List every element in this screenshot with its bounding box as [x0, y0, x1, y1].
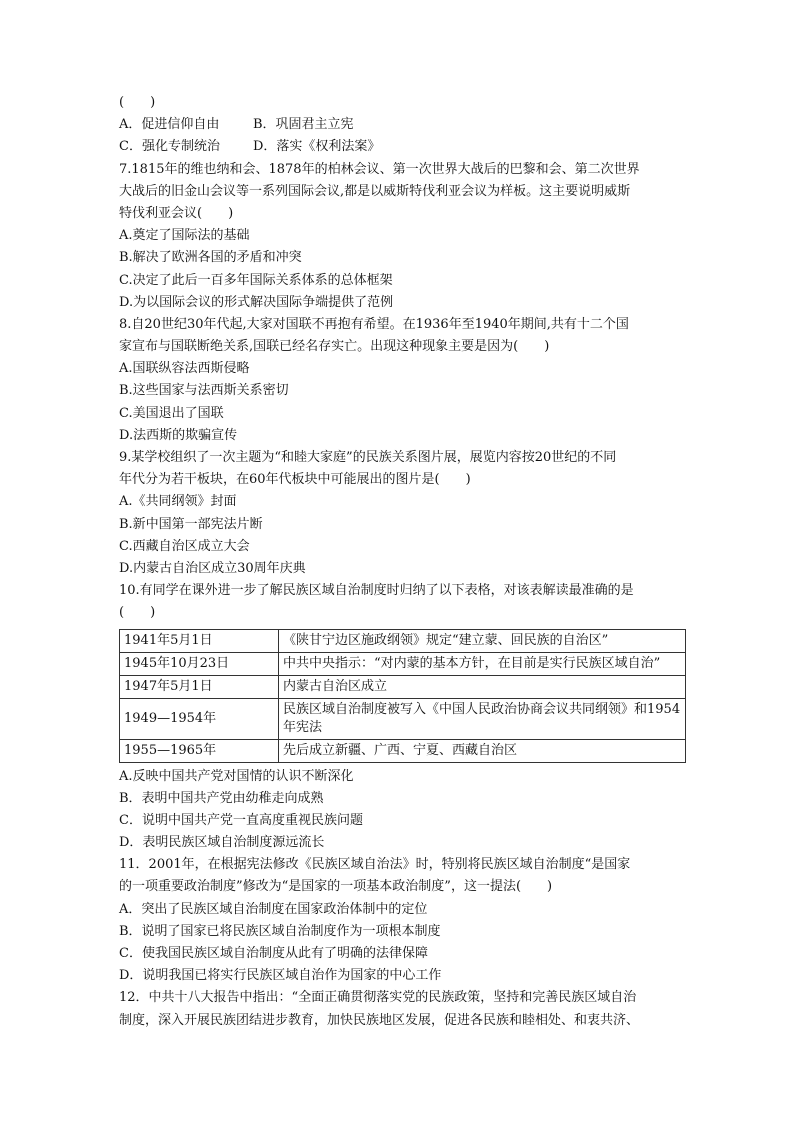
q6-option-d[interactable]: D．落实《权利法案》 — [253, 139, 381, 155]
q6-option-b[interactable]: B．巩固君主立宪 — [253, 117, 354, 133]
table-cell-date: 1955—1965年 — [120, 739, 279, 762]
q9-option-c[interactable]: C.西藏自治区成立大会 — [119, 538, 250, 554]
table-row — [120, 698, 686, 739]
q10-option-d[interactable]: D．表明民族区域自治制度源远流长 — [119, 835, 325, 851]
q10-option-c[interactable]: C．说明中国共产党一直高度重视民族问题 — [119, 812, 363, 828]
q7-stem-line-1: 7.1815年的维也纳和会、1878年的柏林会议、第一次世界大战后的巴黎和会、第二次世界 — [119, 161, 640, 177]
table-cell-date: 1947年5月1日 — [120, 675, 279, 698]
table-cell-date: 1941年5月1日 — [120, 629, 279, 652]
table-cell-event: 民族区域自治制度被写入《中国人民政治协商会议共同纲领》和1954年宪法 — [279, 698, 686, 739]
q6-options-row-1 — [119, 114, 689, 136]
q7-stem-line-2: 大战后的旧金山会议等一系列国际会议,都是以威斯特伐利亚会议为样板。这主要说明威斯 — [119, 183, 631, 199]
q10-stem-line-1: 10.有同学在课外进一步了解民族区域自治制度时归纳了以下表格，对该表解读最准确的是 — [119, 583, 634, 599]
q7-option-d[interactable]: D.为以国际会议的形式解决国际争端提供了范例 — [119, 294, 394, 310]
table-row — [120, 652, 686, 675]
q7-option-c[interactable]: C.决定了此后一百多年国际关系体系的总体框架 — [119, 272, 393, 288]
q10-stem-line-2: ( ) — [119, 605, 156, 621]
q10-timeline-table — [119, 629, 686, 763]
q10-option-a[interactable]: A.反映中国共产党对国情的认识不断深化 — [119, 768, 354, 784]
table-cell-event: 先后成立新疆、广西、宁夏、西藏自治区 — [279, 739, 686, 762]
q8-option-d[interactable]: D.法西斯的欺骗宣传 — [119, 427, 238, 443]
q9-option-b[interactable]: B.新中国第一部宪法片断 — [119, 516, 263, 532]
q6-options-row-2 — [119, 136, 689, 158]
q8-option-c[interactable]: C.美国退出了国联 — [119, 405, 224, 421]
q11-option-d[interactable]: D．说明我国已将实行民族区域自治作为国家的中心工作 — [119, 968, 442, 984]
table-cell-date: 1945年10月23日 — [120, 652, 279, 675]
table-cell-event: 内蒙古自治区成立 — [279, 675, 686, 698]
q9-option-a[interactable]: A.《共同纲领》封面 — [119, 494, 237, 510]
q11-stem-line-2: 的一项重要政治制度”修改为“是国家的一项基本政治制度”，这一提法( ) — [119, 879, 553, 895]
q8-option-b[interactable]: B.这些国家与法西斯关系密切 — [119, 383, 289, 399]
q9-stem-line-1: 9.某学校组织了一次主题为“和睦大家庭”的民族关系图片展，展览内容按20世纪的不同 — [119, 450, 617, 465]
q10-option-b[interactable]: B．表明中国共产党由幼稚走向成熟 — [119, 790, 324, 806]
q11-option-a[interactable]: A．突出了民族区域自治制度在国家政治体制中的定位 — [119, 901, 428, 917]
q12-stem-line-2: 制度，深入开展民族团结进步教育，加快民族地区发展，促进各民族和睦相处、和衷共济、 — [119, 1012, 640, 1028]
q7-stem-line-3: 特伐利亚会议( ) — [119, 205, 234, 221]
q9-option-d[interactable]: D.内蒙古自治区成立30周年庆典 — [119, 560, 306, 576]
q12-stem-line-1: 12．中共十八大报告中指出：“全面正确贯彻落实党的民族政策，坚持和完善民族区域自治 — [119, 990, 637, 1006]
table-cell-event: 《陕甘宁边区施政纲领》规定“建立蒙、回民族的自治区” — [279, 629, 686, 652]
q6-option-c[interactable]: C．强化专制统治 — [119, 139, 220, 155]
table-row — [120, 629, 686, 652]
table-row — [120, 739, 686, 762]
table-cell-event: 中共中央指示：“对内蒙的基本方针，在目前是实行民族区域自治” — [279, 652, 686, 675]
q8-stem-line-1: 8.自20世纪30年代起,大家对国联不再抱有希望。在1936年至1940年期间,共有十二个国 — [119, 316, 629, 332]
q6-answer-paren: ( ) — [119, 95, 156, 110]
table-cell-date: 1949—1954年 — [120, 698, 279, 739]
q7-option-b[interactable]: B.解决了欧洲各国的矛盾和冲突 — [119, 250, 302, 266]
q9-stem-line-2: 年代分为若干板块，在60年代板块中可能展出的图片是( ) — [119, 472, 471, 488]
q11-option-c[interactable]: C．使我国民族区域自治制度从此有了明确的法律保障 — [119, 946, 428, 961]
q11-stem-line-1: 11．2001年，在根据宪法修改《民族区域自治法》时，特别将民族区域自治制度“是国家 — [119, 857, 631, 873]
q6-option-a[interactable]: A．促进信仰自由 — [119, 117, 220, 133]
q8-stem-line-2: 家宣布与国联断绝关系,国联已经名存实亡。出现这种现象主要是因为( ) — [119, 339, 550, 355]
q7-option-a[interactable]: A.奠定了国际法的基础 — [119, 228, 250, 244]
q11-option-b[interactable]: B．说明了国家已将民族区域自治制度作为一项根本制度 — [119, 923, 441, 939]
table-row — [120, 675, 686, 698]
q8-option-a[interactable]: A.国联纵容法西斯侵略 — [119, 361, 250, 377]
exam-page — [119, 92, 689, 1032]
